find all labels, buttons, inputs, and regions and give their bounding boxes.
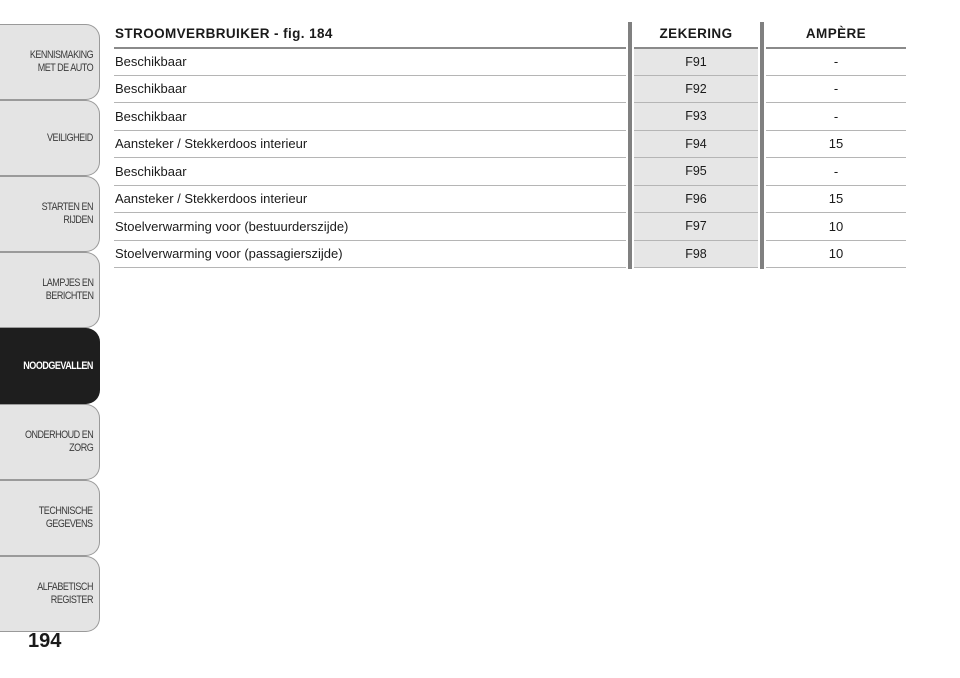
chapter-tabs — [0, 24, 100, 632]
fuse-cell: F94 — [634, 130, 758, 158]
header-fuse: ZEKERING — [634, 20, 758, 48]
header-consumer: STROOMVERBRUIKER - fig. 184 — [114, 20, 626, 48]
column-divider — [758, 20, 766, 48]
tab-label: KENNISMAKING MET DE AUTO — [29, 49, 93, 74]
table-header-row — [114, 20, 906, 48]
tab-veiligheid[interactable] — [0, 100, 100, 176]
consumer-cell: Aansteker / Stekkerdoos interieur — [114, 130, 626, 158]
tab-onderhoud-en-zorg[interactable] — [0, 404, 100, 480]
column-divider — [758, 48, 766, 76]
column-divider — [758, 213, 766, 241]
amp-cell: - — [766, 103, 906, 131]
column-divider — [626, 75, 634, 103]
amp-cell: - — [766, 158, 906, 186]
tab-lampjes-en-berichten[interactable] — [0, 252, 100, 328]
tab-label: VEILIGHEID — [47, 131, 93, 144]
amp-cell: 15 — [766, 185, 906, 213]
table-row — [114, 158, 906, 186]
column-divider — [758, 185, 766, 213]
tab-label: ALFABETISCH REGISTER — [37, 581, 93, 606]
fuse-cell: F96 — [634, 185, 758, 213]
column-divider — [626, 158, 634, 186]
amp-cell: 15 — [766, 130, 906, 158]
amp-cell: 10 — [766, 240, 906, 268]
consumer-cell: Aansteker / Stekkerdoos interieur — [114, 185, 626, 213]
tab-technische-gegevens[interactable] — [0, 480, 100, 556]
column-divider — [626, 240, 634, 268]
fuse-cell: F98 — [634, 240, 758, 268]
consumer-cell: Stoelverwarming voor (bestuurderszijde) — [114, 213, 626, 241]
consumer-cell: Beschikbaar — [114, 158, 626, 186]
tab-label: TECHNISCHE GEGEVENS — [39, 505, 93, 530]
table-row — [114, 130, 906, 158]
table-row — [114, 75, 906, 103]
column-divider — [626, 48, 634, 76]
column-divider — [626, 213, 634, 241]
consumer-cell: Beschikbaar — [114, 75, 626, 103]
header-amp: AMPÈRE — [766, 20, 906, 48]
tab-label: LAMPJES EN BERICHTEN — [41, 277, 93, 302]
fuse-cell: F92 — [634, 75, 758, 103]
tab-alfabetisch-register[interactable] — [0, 556, 100, 632]
tab-label: NOODGEVALLEN — [23, 359, 93, 372]
amp-cell: 10 — [766, 213, 906, 241]
fuse-cell: F97 — [634, 213, 758, 241]
consumer-cell: Beschikbaar — [114, 103, 626, 131]
fuse-cell: F91 — [634, 48, 758, 76]
column-divider — [758, 75, 766, 103]
tab-label: STARTEN EN RIJDEN — [41, 201, 93, 226]
column-divider — [626, 20, 634, 48]
column-divider — [758, 103, 766, 131]
amp-cell: - — [766, 75, 906, 103]
column-divider — [758, 240, 766, 268]
tab-label: ONDERHOUD EN ZORG — [24, 429, 93, 454]
tab-kennismaking[interactable] — [0, 24, 100, 100]
column-divider — [626, 185, 634, 213]
table-row — [114, 48, 906, 76]
tab-noodgevallen[interactable] — [0, 328, 100, 404]
fuse-cell: F93 — [634, 103, 758, 131]
column-divider — [626, 130, 634, 158]
table-row — [114, 240, 906, 268]
table-row — [114, 185, 906, 213]
page-number: 194 — [28, 630, 62, 652]
table-row — [114, 213, 906, 241]
amp-cell: - — [766, 48, 906, 76]
fuse-table — [114, 20, 906, 268]
column-divider — [758, 158, 766, 186]
fuse-cell: F95 — [634, 158, 758, 186]
column-divider — [758, 130, 766, 158]
tab-starten-en-rijden[interactable] — [0, 176, 100, 252]
consumer-cell: Stoelverwarming voor (passagierszijde) — [114, 240, 626, 268]
column-divider — [626, 103, 634, 131]
consumer-cell: Beschikbaar — [114, 48, 626, 76]
table-row — [114, 103, 906, 131]
